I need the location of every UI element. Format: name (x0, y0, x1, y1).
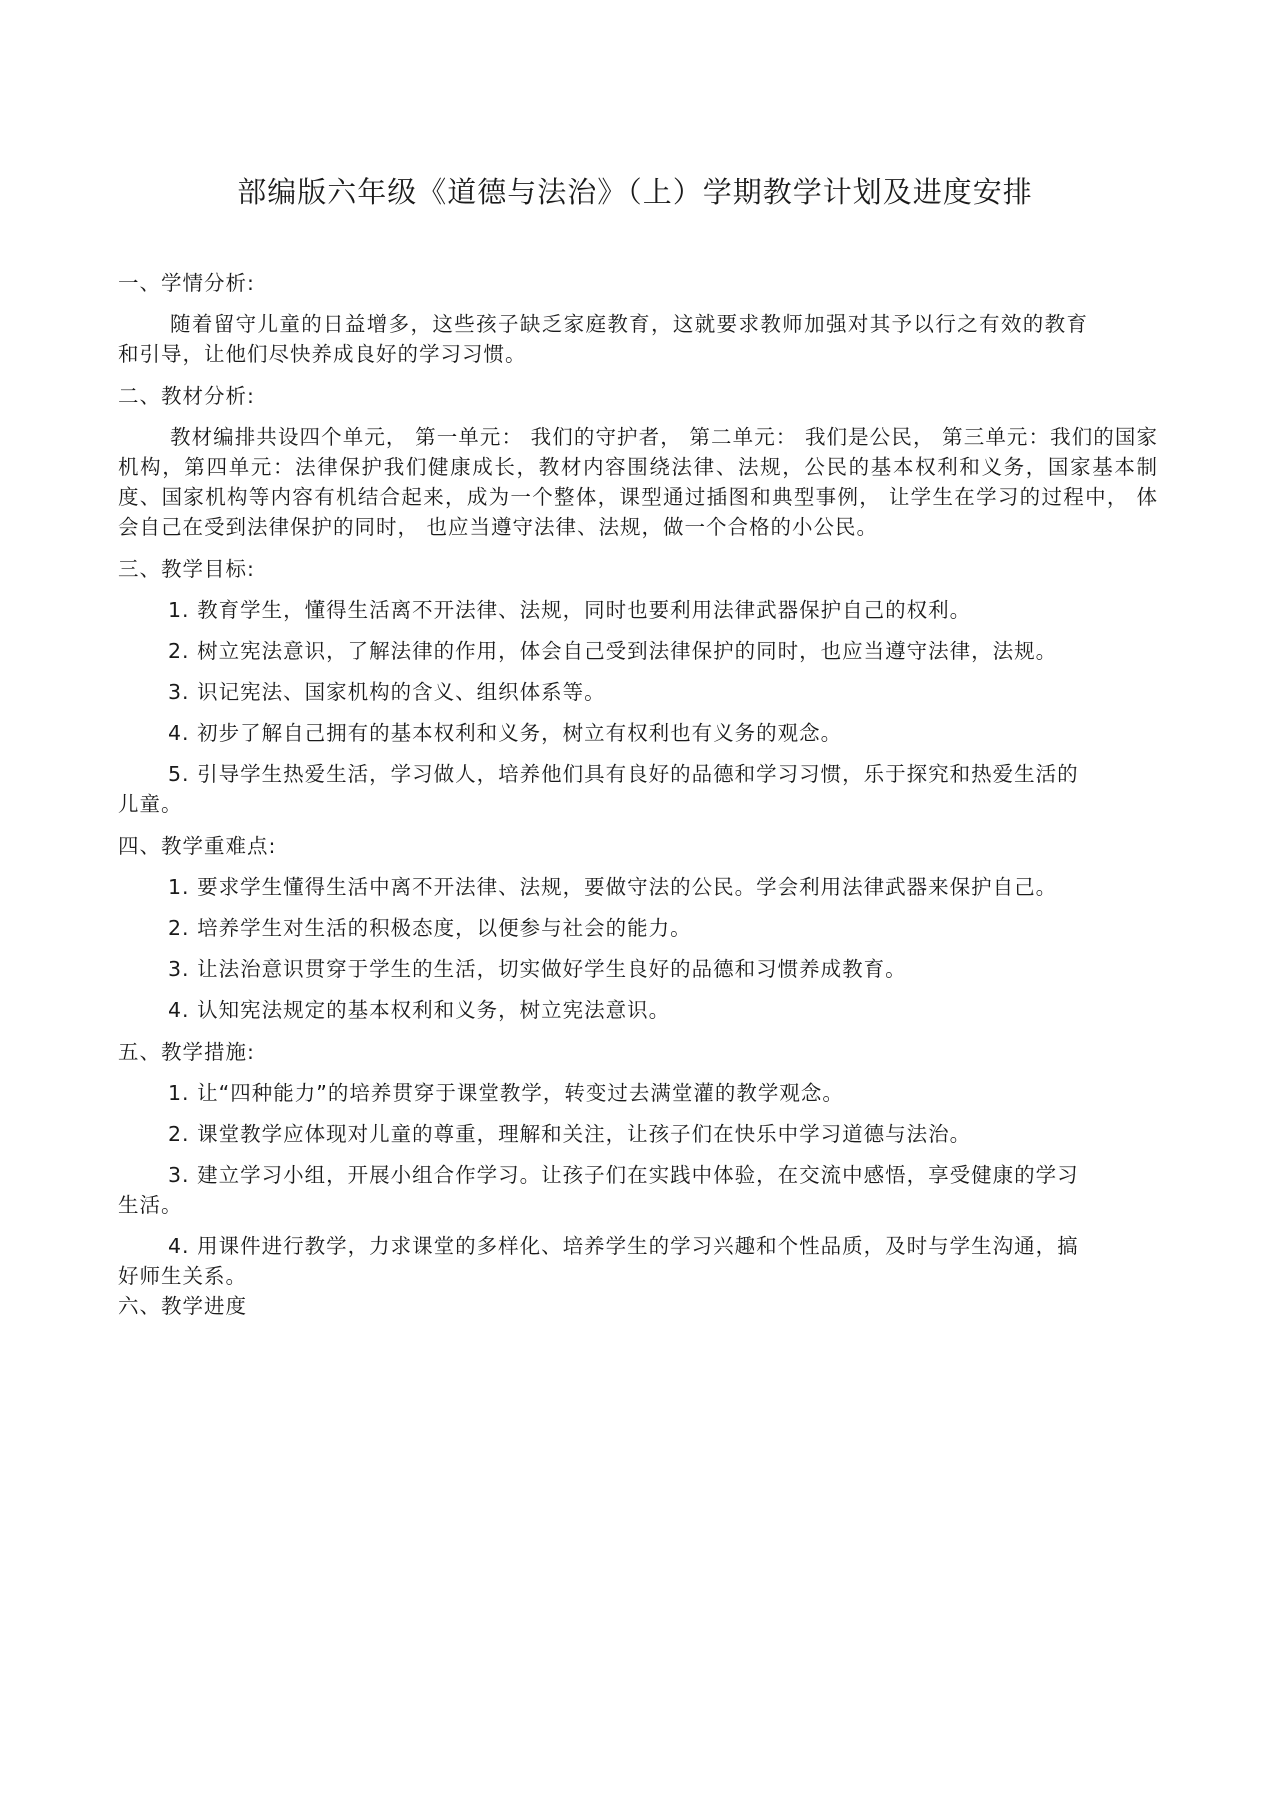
list-item: 3. 识记宪法、国家机构的含义、组织体系等。 (168, 680, 606, 704)
list-item: 1. 让“四种能力”的培养贯穿于课堂教学，转变过去满堂灌的教学观念。 (168, 1081, 844, 1105)
list-item: 4. 初步了解自己拥有的基本权利和义务，树立有权利也有义务的观念。 (168, 721, 843, 745)
list-item: 1. 教育学生，懂得生活离不开法律、法规，同时也要利用法律武器保护自己的权利。 (168, 598, 972, 622)
list-item: 4. 认知宪法规定的基本权利和义务，树立宪法意识。 (168, 998, 671, 1022)
section-heading: 四、教学重难点: (118, 834, 277, 858)
list-item: 2. 树立宪法意识，了解法律的作用，体会自己受到法律保护的同时，也应当遵守法律，法规。 (168, 639, 1058, 663)
section-heading: 六、教学进度 (118, 1294, 247, 1318)
section-heading: 一、学情分析: (118, 271, 255, 295)
section-teaching-goals (118, 554, 1158, 819)
list-item: 5. 引导学生热爱生活，学习做人，培养他们具有良好的品德和学习习惯，乐于探究和热爱生活的儿童。 (118, 762, 1079, 816)
list-item: 4. 用课件进行教学，力求课堂的多样化、培养学生的学习兴趣和个性品质，及时与学生沟通，搞好师生关系。 (118, 1234, 1079, 1288)
document-body (118, 268, 1158, 1321)
paragraph: 随着留守儿童的日益增多，这些孩子缺乏家庭教育，这就要求教师加强对其予以行之有效的教育和引导，让他们尽快养成良好的学习习惯。 (118, 312, 1088, 366)
section-heading: 二、教材分析: (118, 384, 255, 408)
paragraph: 教材编排共设四个单元， 第一单元： 我们的守护者， 第二单元： 我们是公民， 第三单元：我们的国家机构，第四单元：法律保护我们健康成长，教材内容围绕法律、法规，公民的基本权利和义务，国家基本制度、国家机构等内容有机结合起来，成为一个整体，课型通过插图和典型事例， 让学生在学习的过程中， 体会自己在受到法律保护的同时， 也应当遵守法律、法规，做一个合格的小公民。 (118, 425, 1158, 539)
list-item: 1. 要求学生懂得生活中离不开法律、法规，要做守法的公民。学会利用法律武器来保护自己。 (168, 875, 1058, 899)
list-item: 3. 建立学习小组，开展小组合作学习。让孩子们在实践中体验，在交流中感悟，享受健康的学习生活。 (118, 1163, 1079, 1217)
section-student-analysis (118, 268, 1158, 369)
section-textbook-analysis (118, 381, 1158, 542)
document-title: 部编版六年级《道德与法治》（上）学期教学计划及进度安排 (237, 175, 1033, 209)
section-heading: 五、教学措施: (118, 1040, 255, 1064)
section-teaching-schedule (118, 1291, 1158, 1321)
section-key-difficulties (118, 831, 1158, 1025)
section-heading: 三、教学目标: (118, 557, 255, 581)
section-teaching-measures (118, 1037, 1158, 1291)
list-item: 3. 让法治意识贯穿于学生的生活，切实做好学生良好的品德和习惯养成教育。 (168, 957, 907, 981)
list-item: 2. 培养学生对生活的积极态度，以便参与社会的能力。 (168, 916, 692, 940)
list-item: 2. 课堂教学应体现对儿童的尊重，理解和关注，让孩子们在快乐中学习道德与法治。 (168, 1122, 972, 1146)
